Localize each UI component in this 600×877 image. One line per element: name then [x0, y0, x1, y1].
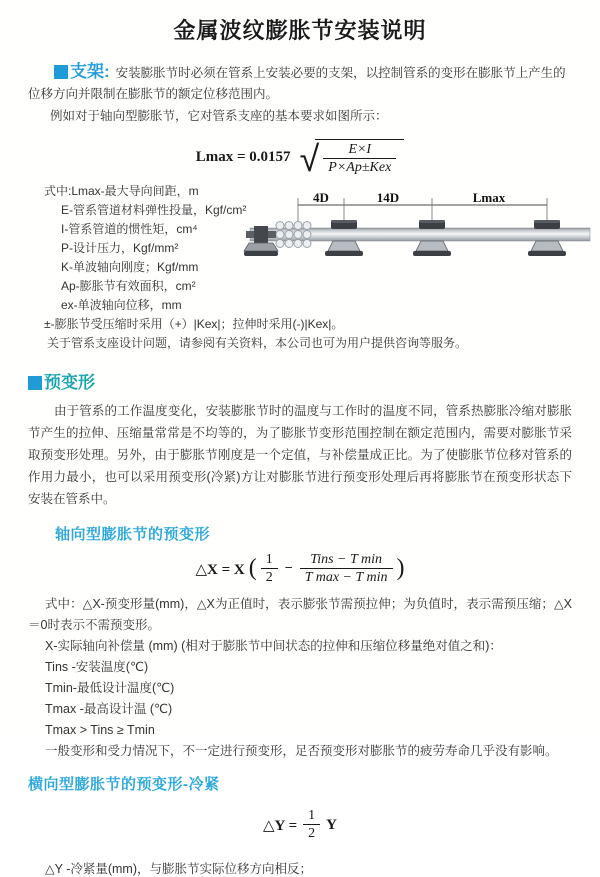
axial-line: Tins -安装温度(℃) — [45, 660, 149, 675]
formula-lmax-denominator: P×Ap±Kex — [323, 158, 396, 176]
variable-line: Ap-膨胀节有效面积，cm² — [61, 279, 196, 294]
one-half-fraction — [303, 808, 320, 842]
sqrt-radical — [299, 139, 405, 181]
fraction-denominator: 2 — [303, 824, 320, 842]
formula-lmax-lhs: Lmax = 0.0157 — [195, 149, 291, 166]
axial-line: Tmax -最高设计温 (℃) — [45, 702, 173, 717]
fraction-numerator: Tins − T min — [310, 552, 383, 568]
page-title: 金属波纹膨胀节安装说明 — [173, 18, 427, 43]
fraction-denominator: 2 — [261, 568, 278, 586]
formula-dy-lhs: △Y = — [263, 817, 298, 834]
close-paren: ) — [396, 554, 405, 581]
section-square-icon — [28, 376, 42, 390]
fraction-numerator: 1 — [308, 808, 316, 824]
axial-line: Tmin-最低设计温度(℃) — [45, 681, 175, 696]
formula-dx-lhs: △X = X — [195, 561, 245, 578]
axial-line: 式中：△X-预变形量(mm)，△X为正值时，表示膨张节需预拉伸；为负值时，表示需预压缩；△X＝0时表示不需预变形。 — [28, 597, 572, 633]
predeform-section-heading-row — [28, 368, 572, 393]
predeform-body-paragraph: 由于管系的工作温度变化，安装膨胀节时的温度与工作时的温度不同，管系热膨胀冷缩对膨胀节产生的拉伸、压缩量常常是不均等的，为了膨胀节变形范围控制在额定范围内，需要对膨胀节采取预变形处理。另外，由于膨胀节刚度是一个定值，与补偿量成正比。为了使膨胀节位移对管系的作用力最小，也可以采用预变形(冷紧)方让对膨胀节进行预变形处理后再将膨胀节在预变形状态下安装在管系中。 — [28, 404, 572, 507]
fraction-denominator: T max − T min — [300, 568, 393, 586]
one-half-fraction — [261, 552, 278, 586]
lateral-subsection-heading: 横向型膨胀节的预变形-冷紧 — [28, 776, 220, 794]
support-note-line: 关于管系支座设计问题，请参阅有关资料，本公司也可为用户提供咨询等服务。 — [47, 336, 468, 351]
axial-line: 一般变形和受力情况下，不一定进行预变形，足否预变形对膨胀节的疲劳寿命几乎没有影响。 — [45, 744, 558, 759]
formula-dy-rhs: Y — [326, 816, 337, 833]
variable-line: ±-膨胀节受压缩时采用（+）|Kex|；拉伸时采用(-)|Kex|。 — [44, 317, 344, 332]
variable-line: K-单波轴向刚度；Kgf/mm — [61, 260, 199, 275]
open-paren: ( — [248, 554, 257, 581]
predeform-section-heading: 预变形 — [44, 373, 95, 393]
dimension-label-lmax: Lmax — [472, 190, 506, 205]
support-example-line: 例如对于轴向型膨胀节，它对管系支座的基本要求如图所示： — [50, 109, 388, 123]
dimension-label-14d: 14D — [376, 190, 400, 205]
axial-subsection-heading: 轴向型膨胀节的预变形 — [55, 526, 211, 544]
support-section-heading: 支架: — [70, 62, 110, 81]
section-square-icon — [54, 65, 68, 79]
dimension-label-4d: 4D — [313, 190, 329, 205]
pipe-support-diagram — [244, 190, 596, 262]
temperature-fraction — [300, 552, 393, 586]
variable-line: I-管系管道的惯性矩，cm⁴ — [61, 222, 198, 237]
lateral-note-line: △Y -冷紧量(mm)，与膨胀节实际位移方向相反； — [45, 861, 313, 876]
bellows-coils — [276, 222, 311, 248]
support-section-lead — [28, 61, 572, 105]
formula-lmax-numerator: E×I — [348, 142, 372, 157]
formula-delta-x — [0, 552, 600, 586]
radical-sign-icon: √ — [299, 139, 320, 181]
variable-line: P-设计压力，Kgf/mm² — [61, 241, 179, 256]
formula-delta-y — [0, 808, 600, 842]
variable-line: ex-单波轴向位移，mm — [61, 298, 182, 313]
formula-lmax — [0, 139, 600, 181]
variable-line: 式中:Lmax-最大导向间距，m — [44, 184, 199, 199]
support-intro-text: 安装膨胀节时必须在管系上安装必要的支架，以控制管系的变形在膨胀节上产生的位移方向并限制在膨胀节的额定位移范围内。 — [28, 66, 566, 101]
fraction-numerator: 1 — [265, 552, 273, 568]
variable-line: E-管系管道材料弹性投量，Kgf/cm² — [61, 203, 247, 218]
axial-definitions-list — [28, 594, 572, 762]
axial-line: X-实际轴向补偿量 (mm) (相对于膨胀节中间状态的拉伸和压缩位移量绝对值之和)： — [45, 639, 502, 654]
minus-operator: − — [284, 561, 293, 577]
axial-line: Tmax > Tins ≥ Tmin — [45, 723, 155, 738]
